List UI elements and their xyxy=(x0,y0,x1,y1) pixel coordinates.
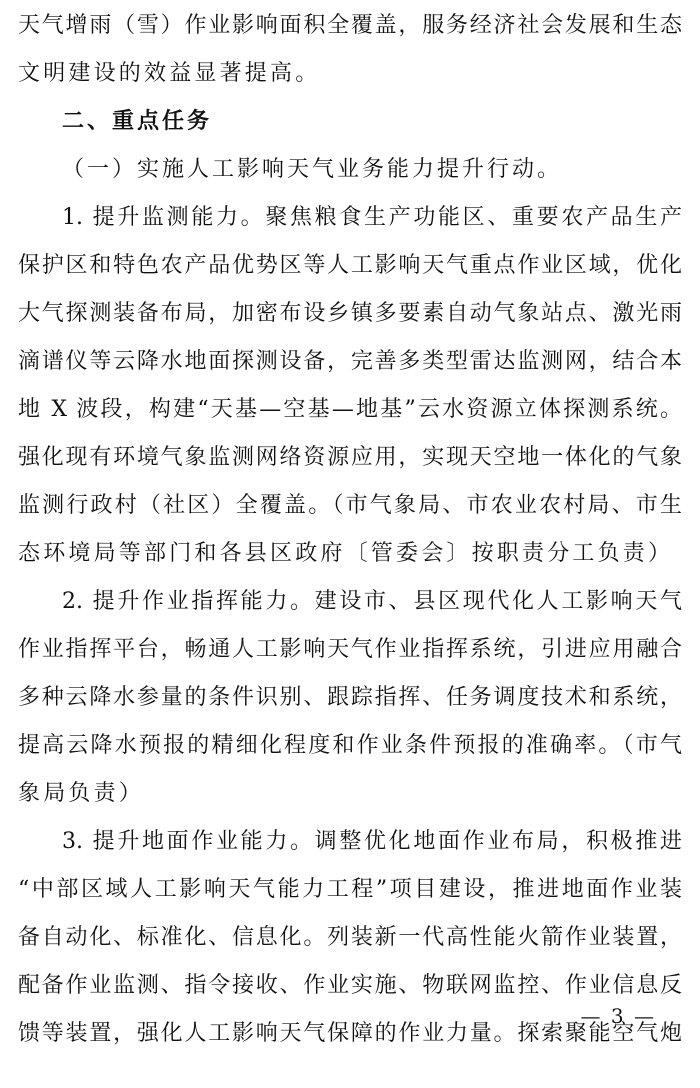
body-line: 态环境局等部门和各县区政府〔管委会〕按职责分工负责） xyxy=(18,541,674,566)
body-line: 监测行政村（社区）全覆盖。（市气象局、市农业农村局、市生 xyxy=(18,493,682,518)
body-line: 提高云降水预报的精细化程度和作业条件预报的准确率。（市气 xyxy=(18,733,682,758)
body-line: 配备作业监测、指令接收、作业实施、物联网监控、作业信息反 xyxy=(18,973,682,998)
paragraph-start-line: 1. 提升监测能力。聚焦粮食生产功能区、重要农产品生产 xyxy=(62,205,682,230)
body-line: 天气增雨（雪）作业影响面积全覆盖，服务经济社会发展和生态 xyxy=(18,13,682,38)
document-page xyxy=(18,2,682,1058)
subsection-heading: （一）实施人工影响天气业务能力提升行动。 xyxy=(62,157,563,182)
body-line: 馈等装置，强化人工影响天气保障的作业力量。探索聚能空气炮 xyxy=(18,1021,682,1046)
section-heading: 二、重点任务 xyxy=(62,109,213,134)
body-line: 强化现有环境气象监测网络资源应用，实现天空地一体化的气象 xyxy=(18,445,682,470)
body-line: “中部区域人工影响天气能力工程”项目建设，推进地面作业装 xyxy=(18,877,682,902)
body-line: 多种云降水参量的条件识别、跟踪指挥、任务调度技术和系统， xyxy=(18,685,682,710)
body-line: 象局负责） xyxy=(18,781,145,806)
body-line: 滴谱仪等云降水地面探测设备，完善多类型雷达监测网，结合本 xyxy=(18,349,682,374)
body-line: 地 X 波段，构建“天基—空基—地基”云水资源立体探测系统。 xyxy=(18,397,682,422)
body-line: 备自动化、标准化、信息化。列装新一代高性能火箭作业装置， xyxy=(18,925,682,950)
paragraph-start-line: 3. 提升地面作业能力。调整优化地面作业布局，积极推进 xyxy=(62,829,682,854)
body-line: 文明建设的效益显著提高。 xyxy=(18,61,321,86)
page-number: — 3 — xyxy=(580,1004,656,1028)
body-line: 作业指挥平台，畅通人工影响天气作业指挥系统，引进应用融合 xyxy=(18,637,682,662)
body-line: 保护区和特色农产品优势区等人工影响天气重点作业区域，优化 xyxy=(18,253,682,278)
body-line: 大气探测装备布局，加密布设乡镇多要素自动气象站点、激光雨 xyxy=(18,301,682,326)
paragraph-start-line: 2. 提升作业指挥能力。建设市、县区现代化人工影响天气 xyxy=(62,589,682,614)
